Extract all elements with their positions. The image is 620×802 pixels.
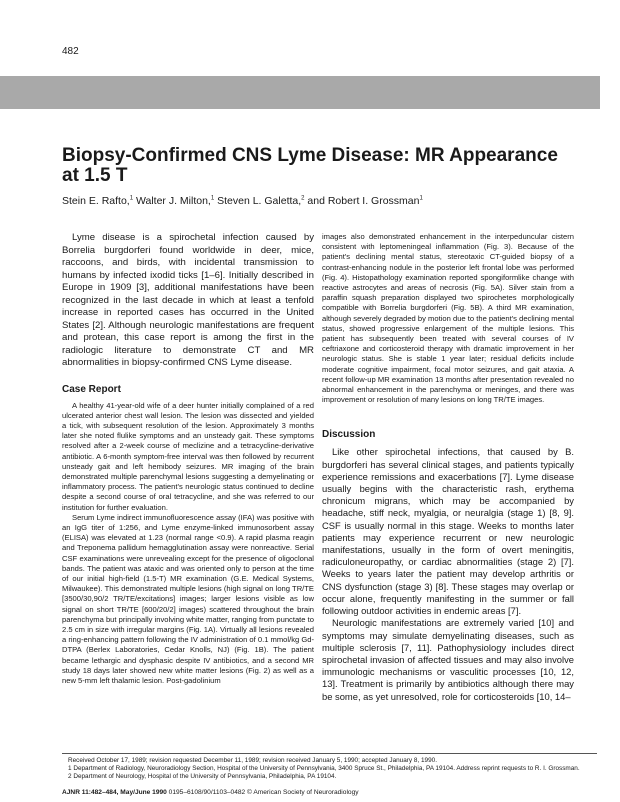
- page-number: 482: [62, 46, 79, 57]
- footnote: Received October 17, 1989; revision requested December 11, 1989; revision received January 5, 1990; accepted January 8, 1990.: [68, 757, 437, 764]
- discussion-paragraph: Neurologic manifestations are extremely varied [10] and symptoms may simulate demyelinating diseases, such as multiple sclerosis [7, 11]. Pathophysiology includes direct spirochetal invasion of affected tissues and may also involve immunologic mechanisms or vasculitic processes [10, 12, 13]. Treatment is primarily by antibiotics although there may be some, as yet unresolved, role for corticosteroids [10, 14–: [322, 617, 574, 702]
- article-title: Biopsy-Confirmed CNS Lyme Disease: MR Appearance at 1.5 T: [62, 145, 558, 186]
- discussion-paragraph: Like other spirochetal infections, that caused by B. burgdorferi has several clinical stages, and patients typically experience remissions and exacerbations [7]. Lyme disease usually begins with the characteristic rash, erythema chronicum migrans, which may be accompanied by headache, stiff neck, myalgia, or neuralgia (stage 1) [8, 9]. CSF is usually normal in this stage. Weeks to months later patients may experience recurrent or new neurologic manifestations, usually in the form of overt meningitis, radiculoneuropathy, or cardiac abnormalities (stage 2) [7]. Weeks to years later the patient may develop arthritis or CNS dysfunction (stage 3) [8]. These stages may overlap or occur alone, frequently manifesting in the summer or fall following outdoor activities in endemic areas [7].: [322, 446, 574, 617]
- author-affiliation-mark: 1: [210, 195, 215, 202]
- left-column: [62, 232, 314, 686]
- footnotes: [62, 757, 597, 782]
- author-affiliation-mark: 1: [129, 195, 134, 202]
- author-name: Stein E. Rafto,: [62, 195, 130, 207]
- footnote: 2 Department of Neurology, Hospital of the University of Pennsylvania, Philadelphia, PA 19104.: [68, 773, 337, 781]
- footnote: 1 Department of Radiology, Neuroradiology Section, Hospital of the University of Pennsylvania, 3400 Spruce St., Philadelphia, PA 19104. Address reprint requests to R. I. Grossman.: [68, 765, 580, 773]
- footnote-divider: [62, 753, 597, 754]
- author-affiliation-mark: 2: [301, 195, 305, 202]
- author-affiliation-mark: 1: [419, 195, 423, 202]
- right-column: [322, 232, 574, 703]
- case-report-paragraph: A healthy 41-year-old wife of a deer hunter initially complained of a red ulcerated anterior chest wall lesion. The lesion was dissected and yielded a tick, with subsequent resolution of the lesion. Approximately 3 months later she noted flulike symptoms and an unsteady gait. These symptoms resolved after a 2-week course of meclizine and a tetracycline-derivative antibiotic. A 6-month symptom-free interval was then followed by recurrent unsteady gait and left hemibody seizures. MR imaging of the brain demonstrated multiple parenchymal lesions suggesting a demyelinating or inflammatory process. The patient's neurologic status continued to decline despite a second course of oral tetracycline, and she was referred to our institution for further evaluation.: [62, 400, 314, 512]
- author-name: and Robert I. Grossman: [304, 195, 420, 207]
- author-name: Walter J. Milton,: [133, 195, 211, 207]
- author-list: [62, 195, 582, 208]
- abstract: Lyme disease is a spirochetal infection caused by Borrelia burgdorferi found worldwide in deer, mice, raccoons, and birds, with incidental transmission to humans by infected ixodid ticks [1–6]. Initially described in Europe in 1909 [3], additional manifestations have been recognized in the last decade in which at least a tenfold increase in reported cases has occurred in the United States [2]. Although neurologic manifestations are frequent and protean, this case report is among the first in the radiologic literature to demonstrate CT and MR abnormalities in biopsy-confirmed CNS Lyme disease.: [62, 232, 314, 368]
- section-heading-case-report: Case Report: [62, 383, 121, 395]
- journal-issn: 0195–6108/90/1103–0482 © American Society of Neuroradiology: [166, 789, 359, 796]
- section-heading-discussion: Discussion: [322, 429, 376, 441]
- case-report-paragraph: images also demonstrated enhancement in the interpeduncular cistern consistent with leptomeningeal inflammation (Fig. 3). Because of the patient's declining mental status, stereotaxic CT-guided biopsy of a contrast-enhancing nodule in the posterior left frontal lobe was performed (Fig. 4). Histopathology examination reported spongiformlike change with reactive astrocytes and areas of necrosis (Fig. 5A). Silver stain from a paraffin squash preparation displayed two spirochetes morphologically compatible with Borrelia burgdorferi (Fig. 5B). A third MR examination, although severely degraded by motion due to the patient's declining mental status, showed progressive enlargement of the multiple lesions. This patient has subsequently been treated with several courses of IV ceftriaxone and corticosteroid therapy with dramatic improvement in her neurologic status. She is stable 1 year later; residual deficits include moderate cognitive impairment, focal motor seizures, and gait ataxia. A recent follow-up MR examination 13 months after presentation revealed no abnormal enhancement in the parenchyma or meninges, and there was improvement or resolution of many lesions on long TR/TE images.: [322, 232, 574, 405]
- header-band: [0, 76, 600, 109]
- author-name: Steven L. Galetta,: [214, 195, 302, 207]
- case-report-paragraph: Serum Lyme indirect immunofluorescence assay (IFA) was positive with an IgG titer of 1:256, and Lyme enzyme-linked immunosorbent assay (ELISA) was elevated at 1.23 (normal range <0.9). A rapid plasma reagin and Treponema pallidum hemagglutination assay were nonreactive. Serial CSF examinations were unrevealing except for the presence of oligoclonal bands. The patient was ataxic and was oriented only to person at the time of our initial high-field (1.5-T) MR examination (G.E. Medical Systems, Milwaukee). This demonstrated multiple lesions (high signal on long TR/TE [3500/30,90/2 TR/TE/excitations] images; larger lesions visible as low signal on short TR/TE [600/20/2] images) scattered throughout the brain parenchyma but principally involving white matter, ranging from punctate to 2.5 cm in size with irregular margins (Fig. 1A). Virtually all lesions revealed a ring-enhancing pattern following the IV administration of 0.1 mmol/kg Gd-DTPA (Berlex Laboratories, Cedar Knolls, NJ) (Fig. 1B). The patient became lethargic and dysphasic despite IV antibiotics, and a second MR study 18 days later showed new white matter lesions (Fig. 2) as well as a new 5-mm left thalamic lesion. Post-gadolinium: [62, 512, 314, 685]
- journal-volume: AJNR 11:482–484, May/June 1990: [62, 789, 167, 796]
- journal-citation: [62, 789, 597, 796]
